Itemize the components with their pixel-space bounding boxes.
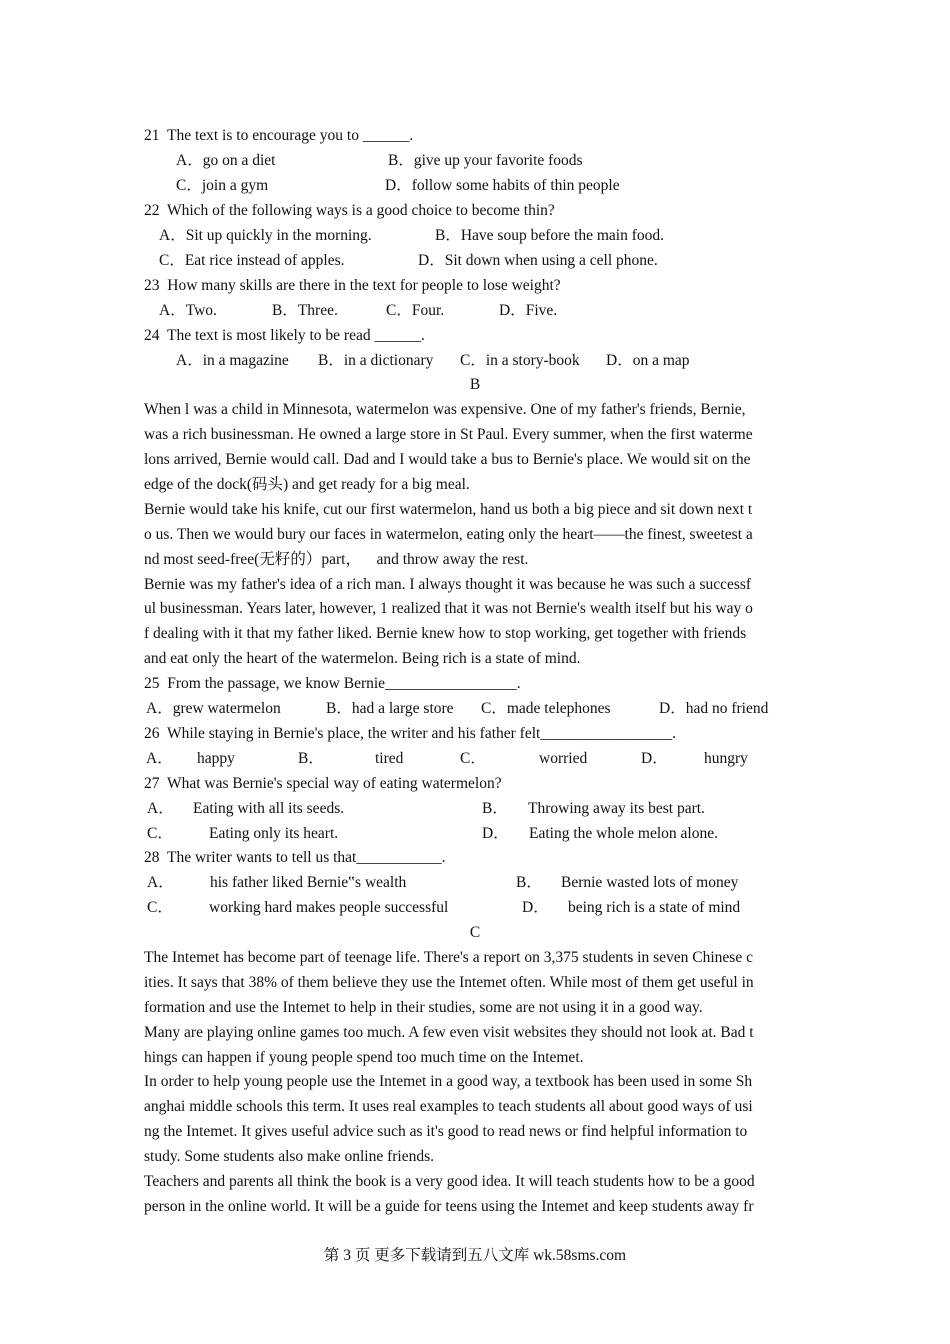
passage-line: o us. Then we would bury our faces in watermelon, eating only the heart——the finest, sweetest a <box>144 526 753 543</box>
option-c: Eating only its heart. <box>209 825 339 842</box>
question-stem: 23 How many skills are there in the text for people to lose weight? <box>144 277 561 294</box>
option-c: C．Four. <box>386 302 445 319</box>
passage-line: Teachers and parents all think the book is a very good idea. It will teach students how to be a good <box>144 1173 755 1190</box>
option-b: tired <box>375 750 404 767</box>
option-b-label: B． <box>298 750 324 767</box>
passage-line: and eat only the heart of the watermelon. Being rich is a state of mind. <box>144 650 581 667</box>
option-a: A．Two. <box>159 302 217 319</box>
passage-line: anghai middle schools this term. It uses real examples to teach students all about good ways of usi <box>144 1098 753 1115</box>
option-a: Eating with all its seeds. <box>193 800 345 817</box>
option-d: hungry <box>704 750 748 767</box>
option-a: happy <box>197 750 235 767</box>
option-d: Eating the whole melon alone. <box>529 825 718 842</box>
page-footer: 第 3 页 更多下载请到五八文库 wk.58sms.com <box>323 1247 627 1264</box>
passage-line: When l was a child in Minnesota, watermelon was expensive. One of my father's friends, Bernie, <box>144 401 746 418</box>
question-stem: 27 What was Bernie's special way of eating watermelon? <box>144 775 502 792</box>
passage-line: was a rich businessman. He owned a large store in St Paul. Every summer, when the first waterme <box>144 426 753 443</box>
option-c-label: C． <box>147 899 173 916</box>
option-b-label: B． <box>482 800 508 817</box>
option-a-label: A． <box>147 800 174 817</box>
passage-line: In order to help young people use the Intemet in a good way, a textbook has been used in some Sh <box>144 1073 753 1090</box>
option-a: A．grew watermelon <box>146 700 281 717</box>
option-a: A．go on a diet <box>176 152 276 169</box>
passage-line: ities. It says that 38% of them believe they use the Intemet often. While most of them get useful in <box>144 974 754 991</box>
option-b-label: B． <box>516 874 542 891</box>
option-d: being rich is a state of mind <box>568 899 741 916</box>
question-stem: 28 The writer wants to tell us that___________. <box>144 849 446 866</box>
question-stem: 24 The text is most likely to be read ______. <box>144 327 425 344</box>
option-c: C．made telephones <box>481 700 611 717</box>
option-a: A．in a magazine <box>176 352 289 369</box>
question-stem: 22 Which of the following ways is a good choice to become thin? <box>144 202 555 219</box>
option-d: D．Five. <box>499 302 558 319</box>
option-c: working hard makes people successful <box>209 899 449 916</box>
option-c-label: C． <box>147 825 173 842</box>
option-c: worried <box>539 750 588 767</box>
option-a: A．Sit up quickly in the morning. <box>159 227 372 244</box>
passage-line: hings can happen if young people spend too much time on the Intemet. <box>144 1049 584 1066</box>
option-b: Bernie wasted lots of money <box>561 874 739 891</box>
question-stem: 26 While staying in Bernie's place, the writer and his father felt_________________. <box>144 725 676 742</box>
option-b: B．Three. <box>272 302 338 319</box>
passage-line: ul businessman. Years later, however, 1 realized that it was not Bernie's wealth itself but his way o <box>144 600 753 617</box>
option-d-label: D． <box>641 750 668 767</box>
passage-line: Bernie was my father's idea of a rich man. I always thought it was because he was such a successf <box>144 576 752 593</box>
option-b: B．had a large store <box>326 700 454 717</box>
option-c-label: C． <box>460 750 486 767</box>
passage-line: Many are playing online games too much. A few even visit websites they should not look at. Bad t <box>144 1024 754 1041</box>
option-d: D．follow some habits of thin people <box>385 177 620 194</box>
passage-line: study. Some students also make online friends. <box>144 1148 435 1165</box>
option-b: Throwing away its best part. <box>528 800 705 817</box>
option-d: D．Sit down when using a cell phone. <box>418 252 658 269</box>
option-b: B．in a dictionary <box>318 352 434 369</box>
passage-line: nd most seed-free(无籽的）part， and throw away the rest. <box>144 551 529 568</box>
option-a-label: A． <box>147 874 174 891</box>
question-stem: 25 From the passage, we know Bernie_________________. <box>144 675 521 692</box>
option-c: C．in a story-book <box>460 352 580 369</box>
passage-line: f dealing with it that my father liked. Bernie knew how to stop working, get together with friends <box>144 625 747 642</box>
passage-line: The Intemet has become part of teenage life. There's a report on 3,375 students in seven Chinese c <box>144 949 753 966</box>
passage-line: lons arrived, Bernie would call. Dad and I would take a bus to Bernie's place. We would sit on the <box>144 451 751 468</box>
option-a: his father liked Bernie‟s wealth <box>210 874 407 891</box>
option-b: B．Have soup before the main food. <box>435 227 664 244</box>
section-heading: C <box>469 924 481 941</box>
option-c: C．join a gym <box>176 177 269 194</box>
section-heading: B <box>469 376 481 393</box>
option-a-label: A． <box>146 750 173 767</box>
option-d-label: D． <box>482 825 509 842</box>
option-d: D．on a map <box>606 352 690 369</box>
option-b: B．give up your favorite foods <box>388 152 583 169</box>
passage-line: ng the Intemet. It gives useful advice such as it's good to read news or find helpful information to <box>144 1123 748 1140</box>
passage-line: edge of the dock(码头) and get ready for a big meal. <box>144 476 470 493</box>
passage-line: formation and use the Intemet to help in their studies, some are not using it in a good way. <box>144 999 703 1016</box>
question-stem: 21 The text is to encourage you to ______. <box>144 127 414 144</box>
option-d: D．had no friend <box>659 700 769 717</box>
passage-line: person in the online world. It will be a guide for teens using the Intemet and keep students away fr <box>144 1198 754 1215</box>
option-c: C．Eat rice instead of apples. <box>159 252 345 269</box>
passage-line: Bernie would take his knife, cut our first watermelon, hand us both a big piece and sit down next t <box>144 501 753 518</box>
option-d-label: D． <box>522 899 549 916</box>
